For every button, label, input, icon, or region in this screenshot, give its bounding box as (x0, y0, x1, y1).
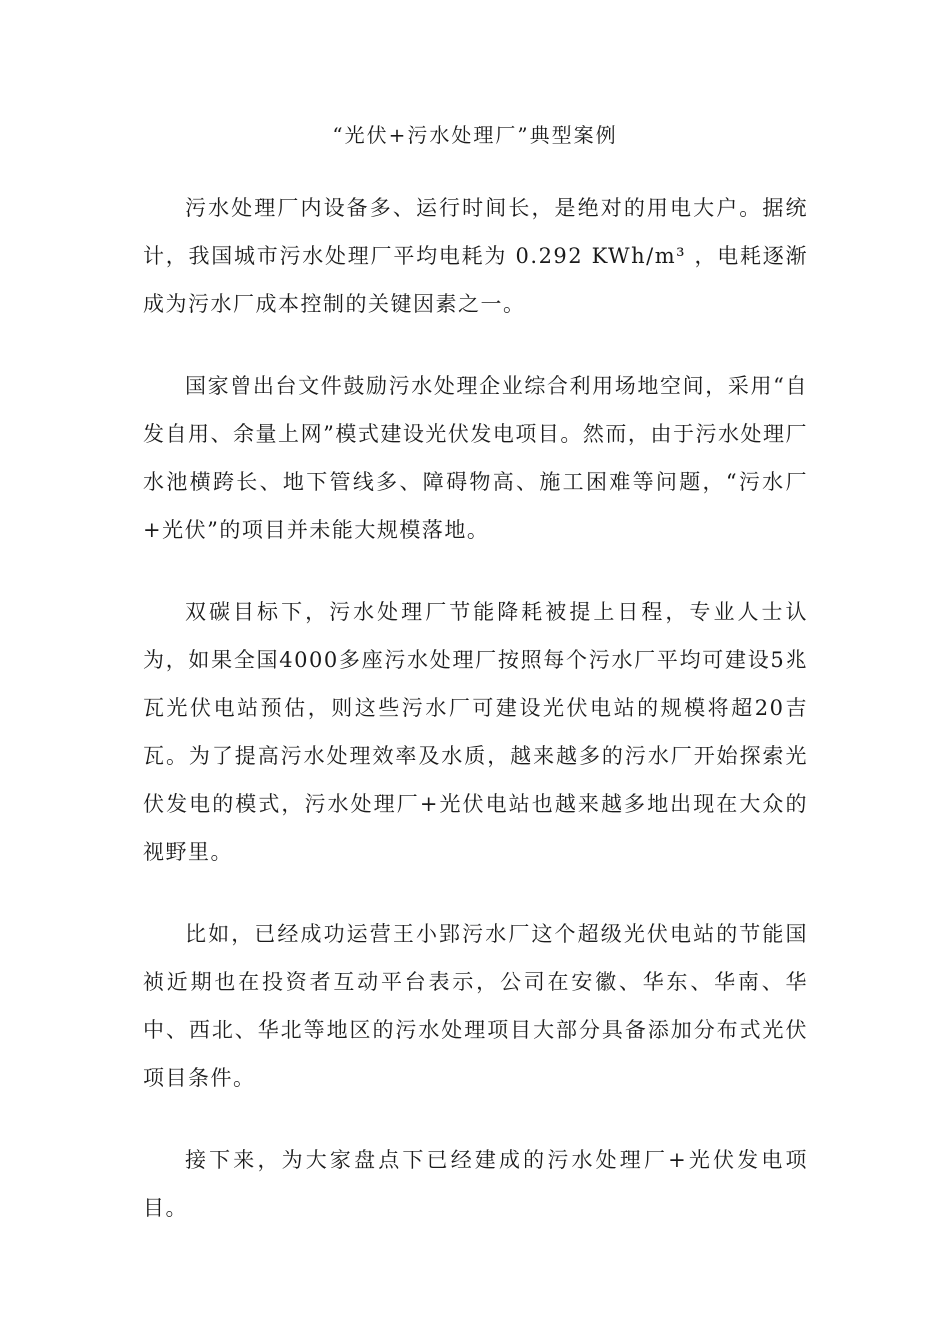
paragraph: 接下来，为大家盘点下已经建成的污水处理厂+光伏发电项目。 (143, 1148, 808, 1220)
paragraph: 双碳目标下，污水处理厂节能降耗被提上日程，专业人士认为，如果全国4000多座污水处理厂按照每个污水厂平均可建设5兆瓦光伏电站预估，则这些污水厂可建设光伏电站的规模将超20吉瓦。为了提高污水处理效率及水质，越来越多的污水厂开始探索光伏发电的模式，污水处理厂+光伏电站也越来越多地出现在大众的视野里。 (143, 600, 808, 864)
paragraph: 污水处理厂内设备多、运行时间长，是绝对的用电大户。据统计，我国城市污水处理厂平均电耗为 0.292 KWh/m³ ，电耗逐渐成为污水厂成本控制的关键因素之一。 (143, 196, 808, 316)
paragraph: 国家曾出台文件鼓励污水处理企业综合利用场地空间，采用“自发自用、余量上网”模式建设光伏发电项目。然而，由于污水处理厂水池横跨长、地下管线多、障碍物高、施工困难等问题，“污水厂+光伏”的项目并未能大规模落地。 (143, 374, 808, 542)
paragraph: 比如，已经成功运营王小郢污水厂这个超级光伏电站的节能国祯近期也在投资者互动平台表示，公司在安徽、华东、华南、华中、西北、华北等地区的污水处理项目大部分具备添加分布式光伏项目条件。 (143, 922, 808, 1090)
document-title: “光伏+污水处理厂”典型案例 (332, 123, 618, 147)
document-body (143, 184, 808, 1266)
